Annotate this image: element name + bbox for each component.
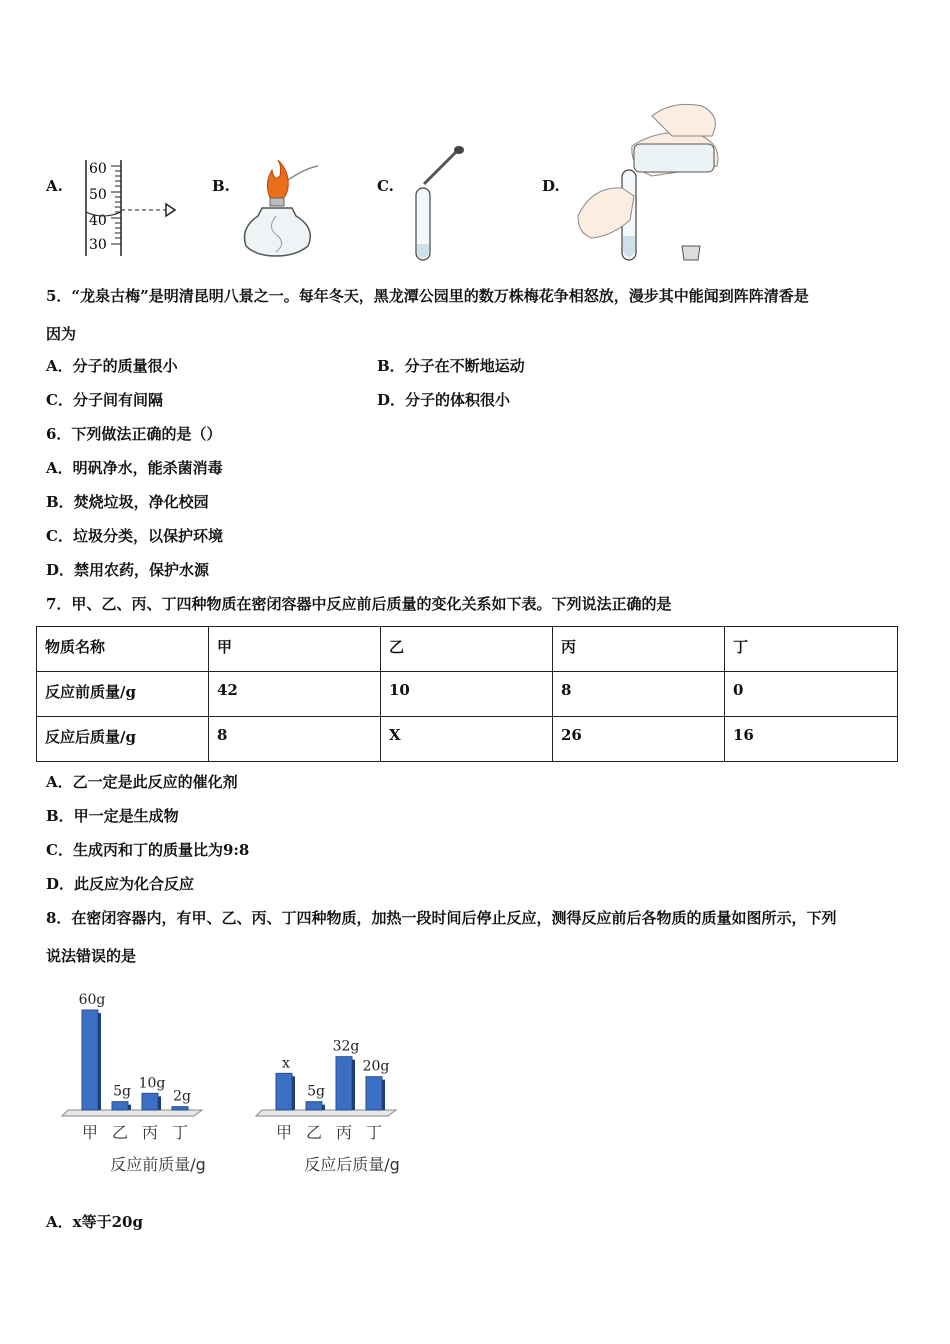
chart-bar-side (98, 1013, 101, 1110)
chart-data-label: x (282, 1055, 290, 1072)
q5-option-b[interactable]: B．分子在不断地运动 (377, 357, 525, 375)
alcohol-lamp-image (236, 158, 326, 262)
chart-data-label: 10g (138, 1075, 166, 1092)
table-cell: 26 (553, 717, 725, 762)
q6-option-d[interactable]: D．禁用农药，保护水源 (46, 561, 210, 579)
chart-data-label: 2g (173, 1088, 191, 1105)
q8-option-a[interactable]: A．x等于20g (46, 1213, 143, 1231)
q6-option-c[interactable]: C．垃圾分类，以保护环境 (46, 527, 223, 545)
q7-stem: 7．甲、乙、丙、丁四种物质在密闭容器中反应前后质量的变化关系如下表。下列说法正确的是 (46, 595, 672, 613)
table-row (37, 717, 898, 762)
chart-category-label: 甲 (275, 1123, 293, 1142)
chart-bar (172, 1107, 188, 1110)
chart-title: 反应前质量/g (110, 1155, 206, 1174)
chart-data-label: 20g (362, 1058, 390, 1075)
chart-data-label: 32g (332, 1038, 360, 1055)
table-cell: 丁 (725, 627, 898, 672)
pouring-liquid-image (572, 96, 732, 266)
table-cell: 16 (725, 717, 898, 762)
q6-stem: 6．下列做法正确的是（） (46, 425, 222, 443)
table-row (37, 672, 898, 717)
chart-bar (336, 1057, 352, 1110)
cylinder-mark-30: 30 (89, 237, 107, 253)
chart-bar-side (158, 1096, 161, 1110)
chart-bar-side (128, 1105, 131, 1110)
chart-bar (366, 1077, 382, 1110)
q7-option-c[interactable]: C．生成丙和丁的质量比为9:8 (46, 841, 250, 859)
q7-option-b[interactable]: B．甲一定是生成物 (46, 807, 179, 825)
q5-option-c[interactable]: C．分子间有间隔 (46, 391, 163, 409)
chart-bar (142, 1093, 158, 1110)
q7-option-a[interactable]: A．乙一定是此反应的催化剂 (46, 773, 238, 791)
table-cell: 甲 (209, 627, 381, 672)
chart-bar (112, 1102, 128, 1110)
chart-bar-side (382, 1080, 385, 1110)
table-cell: 10 (381, 672, 553, 717)
chart-floor (256, 1110, 396, 1116)
chart-bar (82, 1010, 98, 1110)
q8-stem-line1: 8．在密闭容器内，有甲、乙、丙、丁四种物质，加热一段时间后停止反应，测得反应前后各物质的质量如图所示，下列 (46, 909, 837, 927)
table-cell: 反应后质量/g (37, 717, 209, 762)
chart-data-label: 60g (78, 992, 106, 1008)
chart-bar-side (352, 1060, 355, 1110)
chart-after-reaction (254, 980, 424, 1180)
q4-option-a-label: A. (46, 177, 63, 195)
q8-stem-line2: 说法错误的是 (46, 947, 137, 965)
q4-option-c-label: C. (377, 177, 394, 195)
chart-bar (306, 1102, 322, 1110)
chart-category-label: 丁 (171, 1123, 189, 1142)
chart-bar (276, 1073, 292, 1110)
chart-bar-side (292, 1076, 295, 1110)
table-cell: 0 (725, 672, 898, 717)
table-cell: 丙 (553, 627, 725, 672)
chart-category-label: 丙 (141, 1123, 159, 1142)
q4-option-b-label: B. (212, 177, 230, 195)
chart-title: 反应后质量/g (304, 1155, 400, 1174)
chart-bar-side (322, 1105, 325, 1110)
table-row-header (37, 627, 898, 672)
chart-floor (62, 1110, 202, 1116)
cylinder-mark-40: 40 (89, 213, 107, 229)
q5-stem-line1: 5．“龙泉古梅”是明清昆明八景之一。每年冬天，黑龙潭公园里的数万株梅花争相怒放，漫步其中能闻到阵阵清香是 (46, 287, 809, 305)
table-cell: X (381, 717, 553, 762)
q6-option-a[interactable]: A．明矾净水，能杀菌消毒 (46, 459, 223, 477)
eye-icon (166, 204, 175, 216)
table-cell: 42 (209, 672, 381, 717)
dropper-test-tube-image (404, 144, 474, 266)
graduated-cylinder-reading-image (78, 156, 188, 260)
chart-category-label: 甲 (81, 1123, 99, 1142)
chart-data-label: 5g (307, 1083, 325, 1100)
chart-before-reaction (60, 980, 230, 1180)
table-cell: 8 (553, 672, 725, 717)
chart-category-label: 乙 (305, 1123, 323, 1142)
q5-stem-line2: 因为 (46, 325, 77, 343)
table-cell: 8 (209, 717, 381, 762)
chart-category-label: 丙 (335, 1123, 353, 1142)
chart-category-label: 乙 (111, 1123, 129, 1142)
q5-option-a[interactable]: A．分子的质量很小 (46, 357, 178, 375)
table-cell: 乙 (381, 627, 553, 672)
chart-data-label: 5g (113, 1083, 131, 1100)
q7-option-d[interactable]: D．此反应为化合反应 (46, 875, 195, 893)
table-cell: 反应前质量/g (37, 672, 209, 717)
q4-option-d-label: D. (542, 177, 560, 195)
chart-category-label: 丁 (365, 1123, 383, 1142)
q6-option-b[interactable]: B．焚烧垃圾，净化校园 (46, 493, 209, 511)
q7-mass-table (36, 626, 898, 762)
table-cell: 物质名称 (37, 627, 209, 672)
cylinder-mark-50: 50 (89, 187, 107, 203)
q5-option-d[interactable]: D．分子的体积很小 (377, 391, 511, 409)
cylinder-mark-60: 60 (89, 161, 107, 177)
